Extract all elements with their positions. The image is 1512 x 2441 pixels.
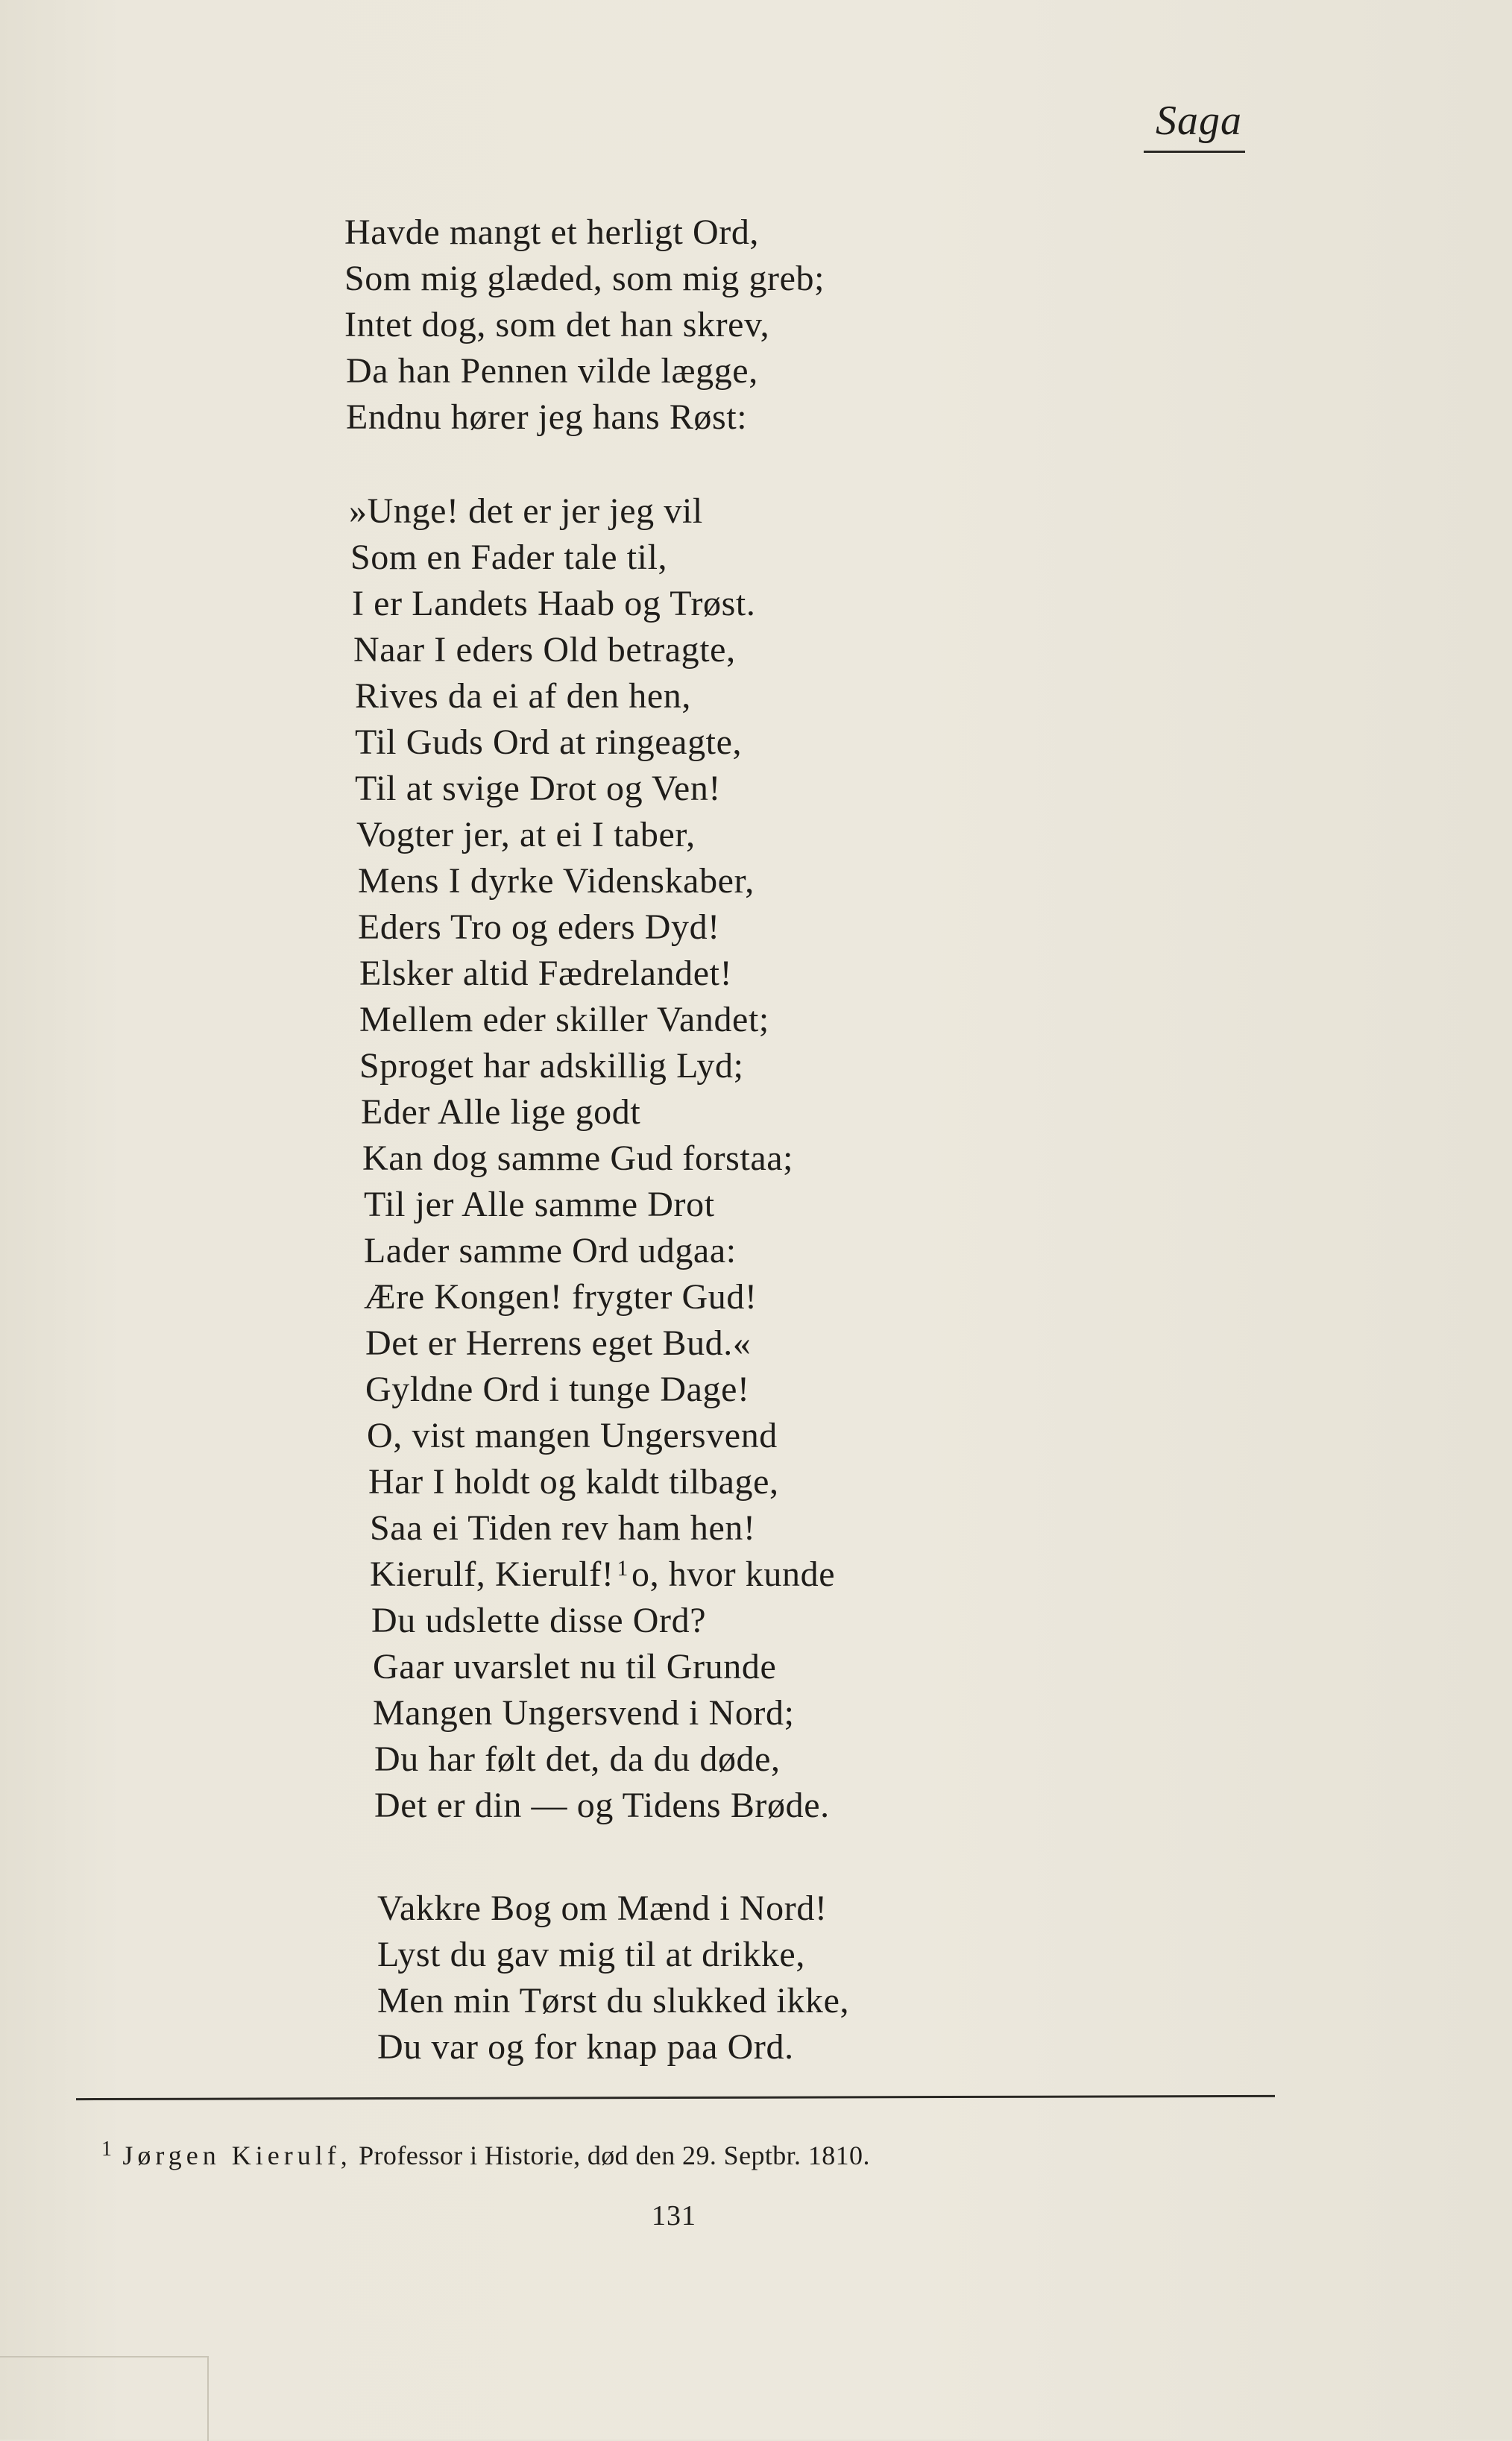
poem-line: Eder Alle lige godt	[361, 1092, 641, 1132]
footnote	[101, 2140, 870, 2171]
footnote-reference[interactable]: 1	[617, 1556, 629, 1581]
running-head: Saga	[1156, 98, 1242, 144]
poem-line: Kan dog samme Gud forstaa;	[362, 1138, 794, 1178]
poem-line: Det er Herrens eget Bud.«	[365, 1323, 752, 1363]
poem-line: Havde mangt et herligt Ord,	[344, 212, 760, 252]
poem-line: Elsker altid Fædrelandet!	[359, 954, 733, 993]
poem-line: Til Guds Ord at ringeagte,	[355, 722, 743, 762]
poem-line: Du udslette disse Ord?	[371, 1601, 707, 1640]
footnote-marker: 1	[101, 2138, 113, 2161]
poem-line: O, vist mangen Ungersvend	[367, 1416, 778, 1455]
poem-line: Endnu hører jeg hans Røst:	[346, 397, 748, 437]
poem-line: Gyldne Ord i tunge Dage!	[365, 1370, 750, 1409]
poem-line	[370, 1554, 835, 1600]
poem-line: Ære Kongen! frygter Gud!	[364, 1277, 757, 1317]
poem-line: Det er din — og Tidens Brøde.	[374, 1786, 830, 1825]
poem-line: Som en Fader tale til,	[350, 538, 668, 577]
poem-line: Eders Tro og eders Dyd!	[358, 907, 720, 947]
running-head-rule	[1144, 151, 1245, 153]
page-number: 131	[652, 2200, 696, 2231]
footnote-rule	[76, 2095, 1275, 2100]
footnote-text: Professor i Historie, død den 29. Septbr. 1810.	[359, 2141, 870, 2170]
poem-line: Du var og for knap paa Ord.	[377, 2027, 794, 2067]
poem-line: Gaar uvarslet nu til Grunde	[373, 1647, 777, 1686]
poem-line: Du har følt det, da du døde,	[374, 1739, 781, 1779]
poem-line: Mens I dyrke Videnskaber,	[358, 861, 755, 901]
poem-line: Intet dog, som det han skrev,	[344, 305, 770, 344]
poem-line: Vogter jer, at ei I taber,	[356, 815, 696, 854]
poem-line: Sproget har adskillig Lyd;	[359, 1046, 744, 1086]
poem-line: Lader samme Ord udgaa:	[364, 1231, 737, 1270]
poem-line: Rives da ei af den hen,	[355, 676, 691, 716]
poem-line: Til jer Alle samme Drot	[364, 1185, 715, 1224]
poem-line: I er Landets Haab og Trøst.	[352, 584, 756, 623]
poem-line: Til at svige Drot og Ven!	[355, 769, 722, 808]
poem-line: Lyst du gav mig til at drikke,	[377, 1935, 805, 1974]
poem-line: Som mig glæded, som mig greb;	[344, 259, 825, 298]
scan-corner-mark	[0, 2356, 209, 2441]
poem-line: Saa ei Tiden rev ham hen!	[370, 1508, 756, 1548]
footnote-name: Jørgen Kierulf,	[122, 2141, 352, 2170]
poem-line: »Unge! det er jer jeg vil	[349, 491, 703, 531]
poem-line-text: Kierulf, Kierulf!	[370, 1555, 614, 1594]
poem-line: Naar I eders Old betragte,	[353, 630, 736, 670]
poem-line: Mellem eder skiller Vandet;	[359, 1000, 769, 1039]
poem-line: Men min Tørst du slukked ikke,	[377, 1981, 850, 2020]
poem-line: Har I holdt og kaldt tilbage,	[368, 1462, 779, 1502]
poem-line: Mangen Ungersvend i Nord;	[373, 1693, 795, 1733]
poem-line-text: o, hvor kunde	[631, 1555, 836, 1594]
poem-line: Da han Pennen vilde lægge,	[346, 351, 758, 391]
poem-line: Vakkre Bog om Mænd i Nord!	[377, 1889, 828, 1928]
